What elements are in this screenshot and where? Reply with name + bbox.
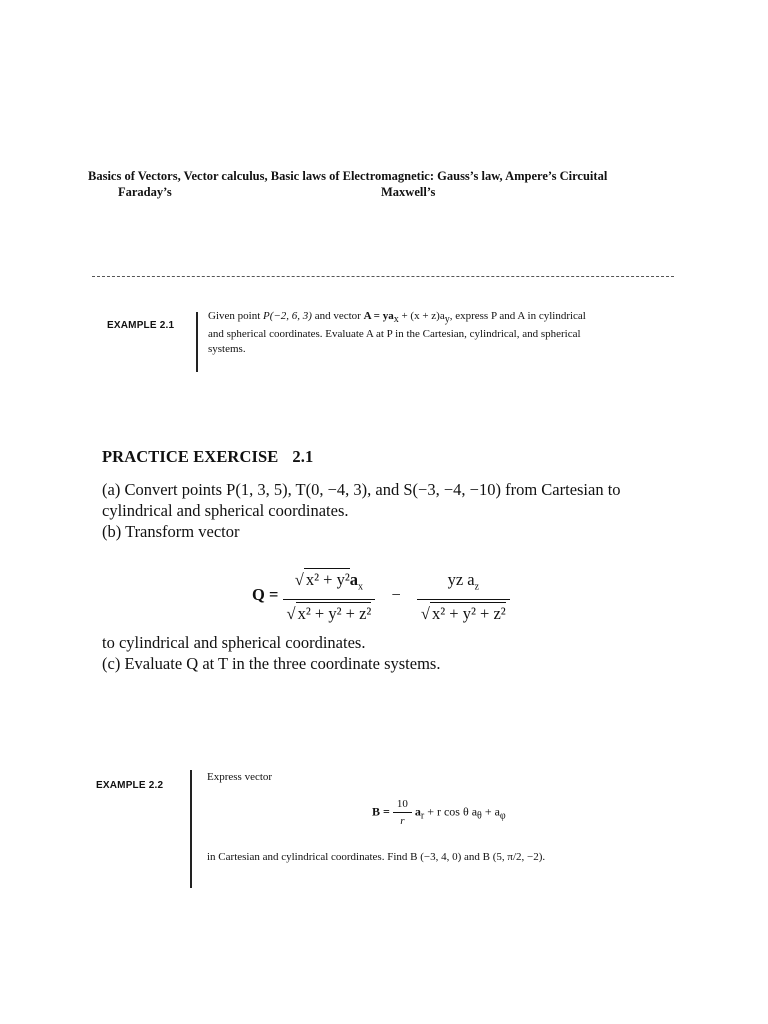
b-formula: B = $\frac{10}{r}$ $a_r + r$ cos θ $a_\theta + a_\varphi$ [372, 798, 506, 827]
q-term-1: $\frac{√ x^2 + y^2a_x}{\text{√ x² + y² + z²}}$ [283, 568, 376, 624]
practice-part-a-cont: cylindrical and spherical coordinates. [102, 501, 349, 520]
document-heading [88, 168, 688, 200]
q-formula-lhs: Q = [252, 584, 279, 604]
b-formula-lhs: B = [372, 804, 390, 819]
practice-part-c: (c) Evaluate Q at T in the three coordinate systems. [102, 654, 441, 673]
heading-line-2 [88, 184, 688, 200]
example-2-2-line-2: in Cartesian and cylindrical coordinates. Find B (−3, 4, 0) and B (5, π/2, −2). [207, 851, 546, 863]
heading-faradays: Faraday’s [118, 185, 172, 199]
heading-maxwells: Maxwell’s [381, 185, 436, 199]
example-2-1-text [208, 309, 678, 357]
example-2-1-line-3: systems. [208, 343, 246, 356]
example-2-1-bar [196, 312, 198, 372]
q-formula [102, 548, 682, 628]
dashed-separator [92, 276, 674, 277]
heading-line-1: Basics of Vectors, Vector calculus, Basic laws of Electromagnetic: Gauss’s law, Ampere’s Circuital [88, 169, 608, 183]
example-2-1-label: EXAMPLE 2.1 [107, 320, 175, 331]
practice-exercise-2-1 [102, 446, 682, 674]
practice-title: PRACTICE EXERCISE 2.1 [102, 447, 314, 466]
q-term-2: $\frac{yz a_z}{\text{√ x² + y² + z²}}$ [417, 569, 510, 624]
b-formula-fraction: $\frac{10}{r}$ [393, 798, 412, 827]
example-2-2-line-1: Express vector [207, 771, 273, 783]
example-2-2-bar [190, 770, 192, 888]
practice-part-b-cont: to cylindrical and spherical coordinates. [102, 633, 366, 652]
example-2-1-line-2: and spherical coordinates. Evaluate A at P in the Cartesian, cylindrical, and spherical [208, 328, 581, 341]
practice-part-b: (b) Transform vector [102, 522, 240, 541]
example-2-1-line-1: Given point P(−2, 6, 3) and vector $A = ya_x + (x + z)a_y$, express P and A in cylindrical [208, 310, 586, 326]
example-2-2-label: EXAMPLE 2.2 [96, 780, 164, 791]
practice-part-a: (a) Convert points P(1, 3, 5), T(0, −4, 3), and S(−3, −4, −10) from Cartesian to [102, 480, 621, 499]
q-formula-minus: − [391, 584, 401, 604]
